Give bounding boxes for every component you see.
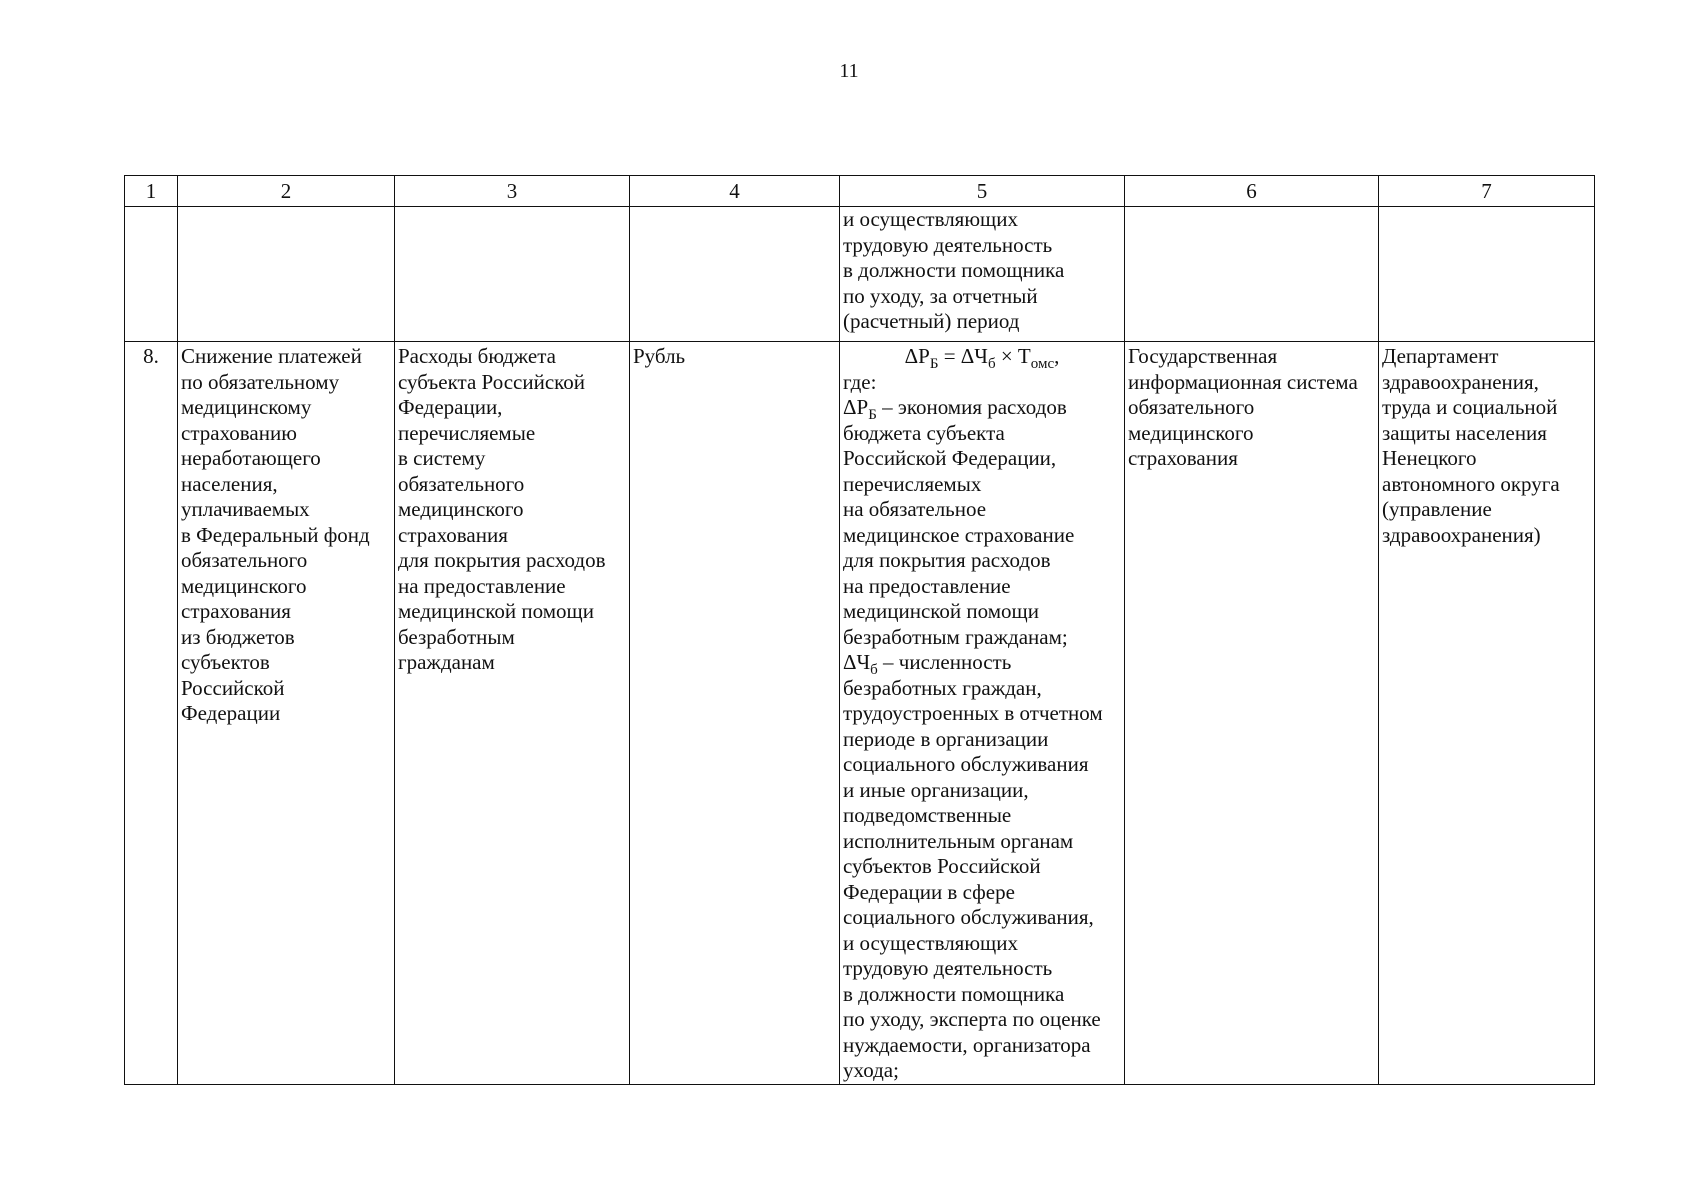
indicator-description: Расходы бюджета субъекта Российской Федерации, перечисляемые в систему обязательного медицинского страхования для покрытия расходов на предоставление медицинской помощи безработным гражданам bbox=[398, 344, 606, 674]
unit-of-measure: Рубль bbox=[633, 344, 686, 368]
column-header-7: 7 bbox=[1379, 176, 1595, 207]
page-number: 11 bbox=[839, 60, 859, 82]
column-header-4: 4 bbox=[630, 176, 840, 207]
header-row bbox=[125, 176, 1595, 207]
column-header-5: 5 bbox=[840, 176, 1125, 207]
responsible-body: Департамент здравоохранения, труда и социальной защиты населения Ненецкого автономного округа (управление здравоохранения) bbox=[1382, 344, 1560, 547]
continuation-cell-6 bbox=[1125, 207, 1379, 342]
continuation-method-cell bbox=[840, 207, 1125, 342]
continuation-cell-3 bbox=[395, 207, 630, 342]
row-number-cell bbox=[125, 342, 178, 1085]
unit-cell bbox=[630, 342, 840, 1085]
table-row-continuation bbox=[125, 207, 1595, 342]
calculation-method-cell bbox=[840, 342, 1125, 1085]
continuation-cell-1 bbox=[125, 207, 178, 342]
continuation-cell-2 bbox=[178, 207, 395, 342]
continuation-cell-4 bbox=[630, 207, 840, 342]
indicator-description-cell bbox=[395, 342, 630, 1085]
indicator-name-cell bbox=[178, 342, 395, 1085]
column-header-6: 6 bbox=[1125, 176, 1379, 207]
definition-delta-chb: $\Delta Ч_б$ – численность безработных граждан, трудоустроенных в отчетном периоде в организации социального обслуживания и иные организации, подведомственные исполнительным органам субъектов Российской Федерации в сфере социального обслуживания, и осуществляющих трудовую деятельность в должности помощника по уходу, эксперта по оценке нуждаемости, организатора ухода; bbox=[843, 650, 1103, 1082]
column-header-2: 2 bbox=[178, 176, 395, 207]
formula: $\Delta Р_Б = \Delta Ч_б \times Т_{омс}$, bbox=[904, 344, 1060, 373]
formula-where: где: bbox=[843, 369, 877, 394]
data-source: Государственная информационная система обязательного медицинского страхования bbox=[1128, 344, 1358, 470]
column-header-1: 1 bbox=[125, 176, 178, 207]
continuation-cell-7 bbox=[1379, 207, 1595, 342]
definition-delta-rb: $\Delta Р_Б$ – экономия расходов бюджета субъекта Российской Федерации, перечисляемых на обязательное медицинское страхование для покрытия расходов на предоставление медицинской помощи безработным гражданам; bbox=[843, 395, 1075, 649]
indicator-name: Снижение платежей по обязательному медицинскому страхованию неработающего населения, уплачиваемых в Федеральный фонд обязательного медицинского страхования из бюджетов субъектов Российской Федерации bbox=[181, 344, 370, 725]
responsible-body-cell bbox=[1379, 342, 1595, 1085]
table-row-8 bbox=[125, 342, 1595, 1085]
indicators-table bbox=[124, 175, 1595, 1085]
row-number: 8. bbox=[143, 344, 159, 368]
data-source-cell bbox=[1125, 342, 1379, 1085]
column-header-3: 3 bbox=[395, 176, 630, 207]
continuation-method-text: и осуществляющих трудовую деятельность в должности помощника по уходу, за отчетный (расчетный) период bbox=[843, 207, 1065, 333]
